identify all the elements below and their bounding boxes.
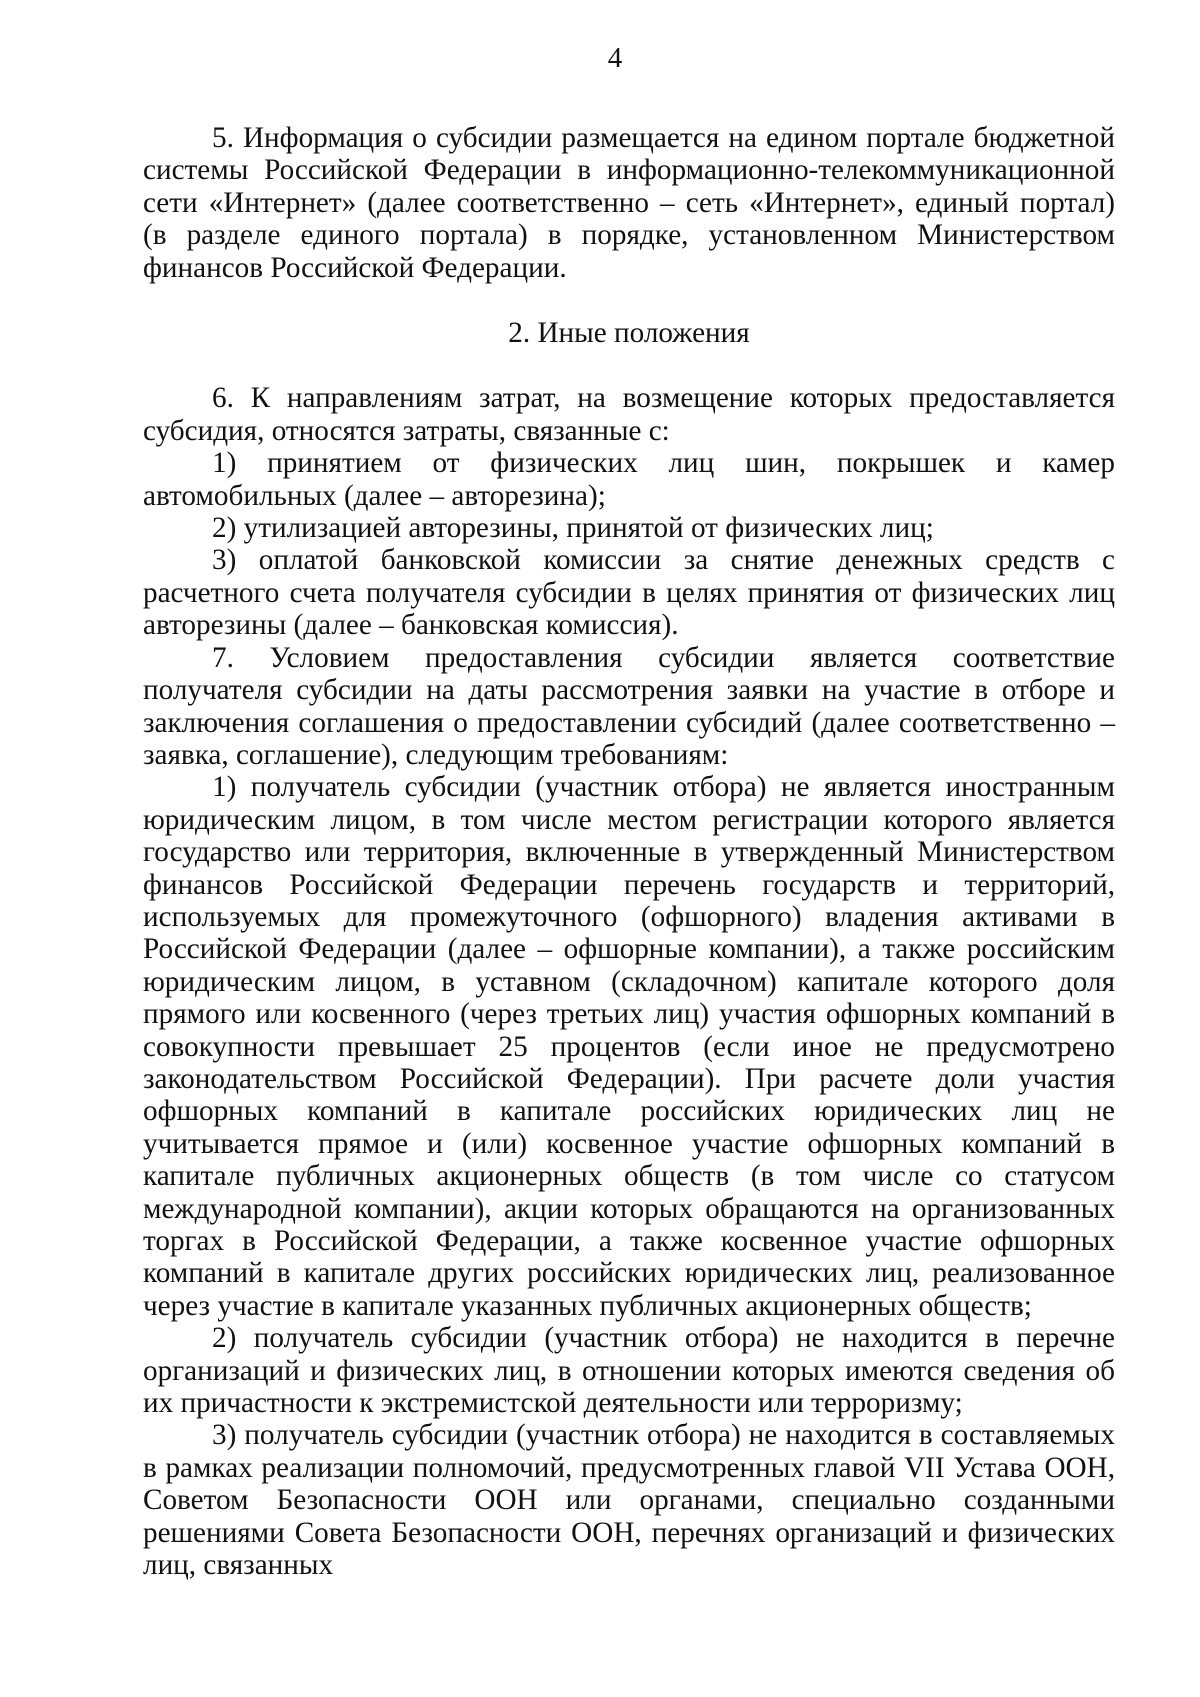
document-body — [143, 122, 1115, 1581]
paragraph-7-item-3: 3) получатель субсидии (участник отбора) не находится в составляемых в рамках реализации полномочий, предусмотренных главой VII Устава ООН, Советом Безопасности ООН или органами, специально созданными решениями Совета Безопасности ООН, перечнях организаций и физических лиц, связанных — [143, 1419, 1115, 1582]
paragraph-6-item-2: 2) утилизацией авторезины, принятой от физических лиц; — [212, 512, 934, 545]
paragraph-6: 6. К направлениям затрат, на возмещение которых предоставляется субсидия, относятся затраты, связанные с: — [143, 382, 1115, 447]
section-heading: 2. Иные положения — [508, 317, 750, 350]
paragraph-7-item-1: 1) получатель субсидии (участник отбора) не является иностранным юридическим лицом, в том числе местом регистрации которого является государство или территория, включенные в утвержденный Министерством финансов Российской Федерации перечень государств и территорий, используемых для промежуточного (офшорного) владения активами в Российской Федерации (далее – офшорные компании), а также российским юридическим лицом, в уставном (складочном) капитале которого доля прямого или косвенного (через третьих лиц) участия офшорных компаний в совокупности превышает 25 процентов (если иное не предусмотрено законодательством Российской Федерации). При расчете доли участия офшорных компаний в капитале российских юридических лиц не учитывается прямое и (или) косвенное участие офшорных компаний в капитале публичных акционерных обществ (в том числе со статусом международной компании), акции которых обращаются на организованных торгах в Российской Федерации, а также косвенное участие офшорных компаний в капитале других российских юридических лиц, реализованное через участие в капитале указанных публичных акционерных обществ; — [143, 771, 1115, 1322]
paragraph-5: 5. Информация о субсидии размещается на едином портале бюджетной системы Российской Федерации в информационно-телекоммуникационной сети «Интернет» (далее соответственно – сеть «Интернет», единый портал) (в разделе единого портала) в порядке, установленном Министерством финансов Российской Федерации. — [143, 122, 1115, 284]
paragraph-6-item-1: 1) принятием от физических лиц шин, покрышек и камер автомобильных (далее – авторезина); — [143, 447, 1115, 512]
page-number: 4 — [607, 42, 623, 74]
paragraph-7: 7. Условием предоставления субсидии является соответствие получателя субсидии на даты рассмотрения заявки на участие в отборе и заключения соглашения о предоставлении субсидий (далее соответственно – заявка, соглашение), следующим требованиям: — [143, 641, 1115, 771]
paragraph-7-item-2: 2) получатель субсидии (участник отбора) не находится в перечне организаций и физических лиц, в отношении которых имеются сведения об их причастности к экстремистской деятельности или терроризму; — [143, 1322, 1115, 1420]
paragraph-6-item-3: 3) оплатой банковской комиссии за снятие денежных средств с расчетного счета получателя субсидии в целях принятия от физических лиц авторезины (далее – банковская комиссия). — [143, 544, 1115, 642]
